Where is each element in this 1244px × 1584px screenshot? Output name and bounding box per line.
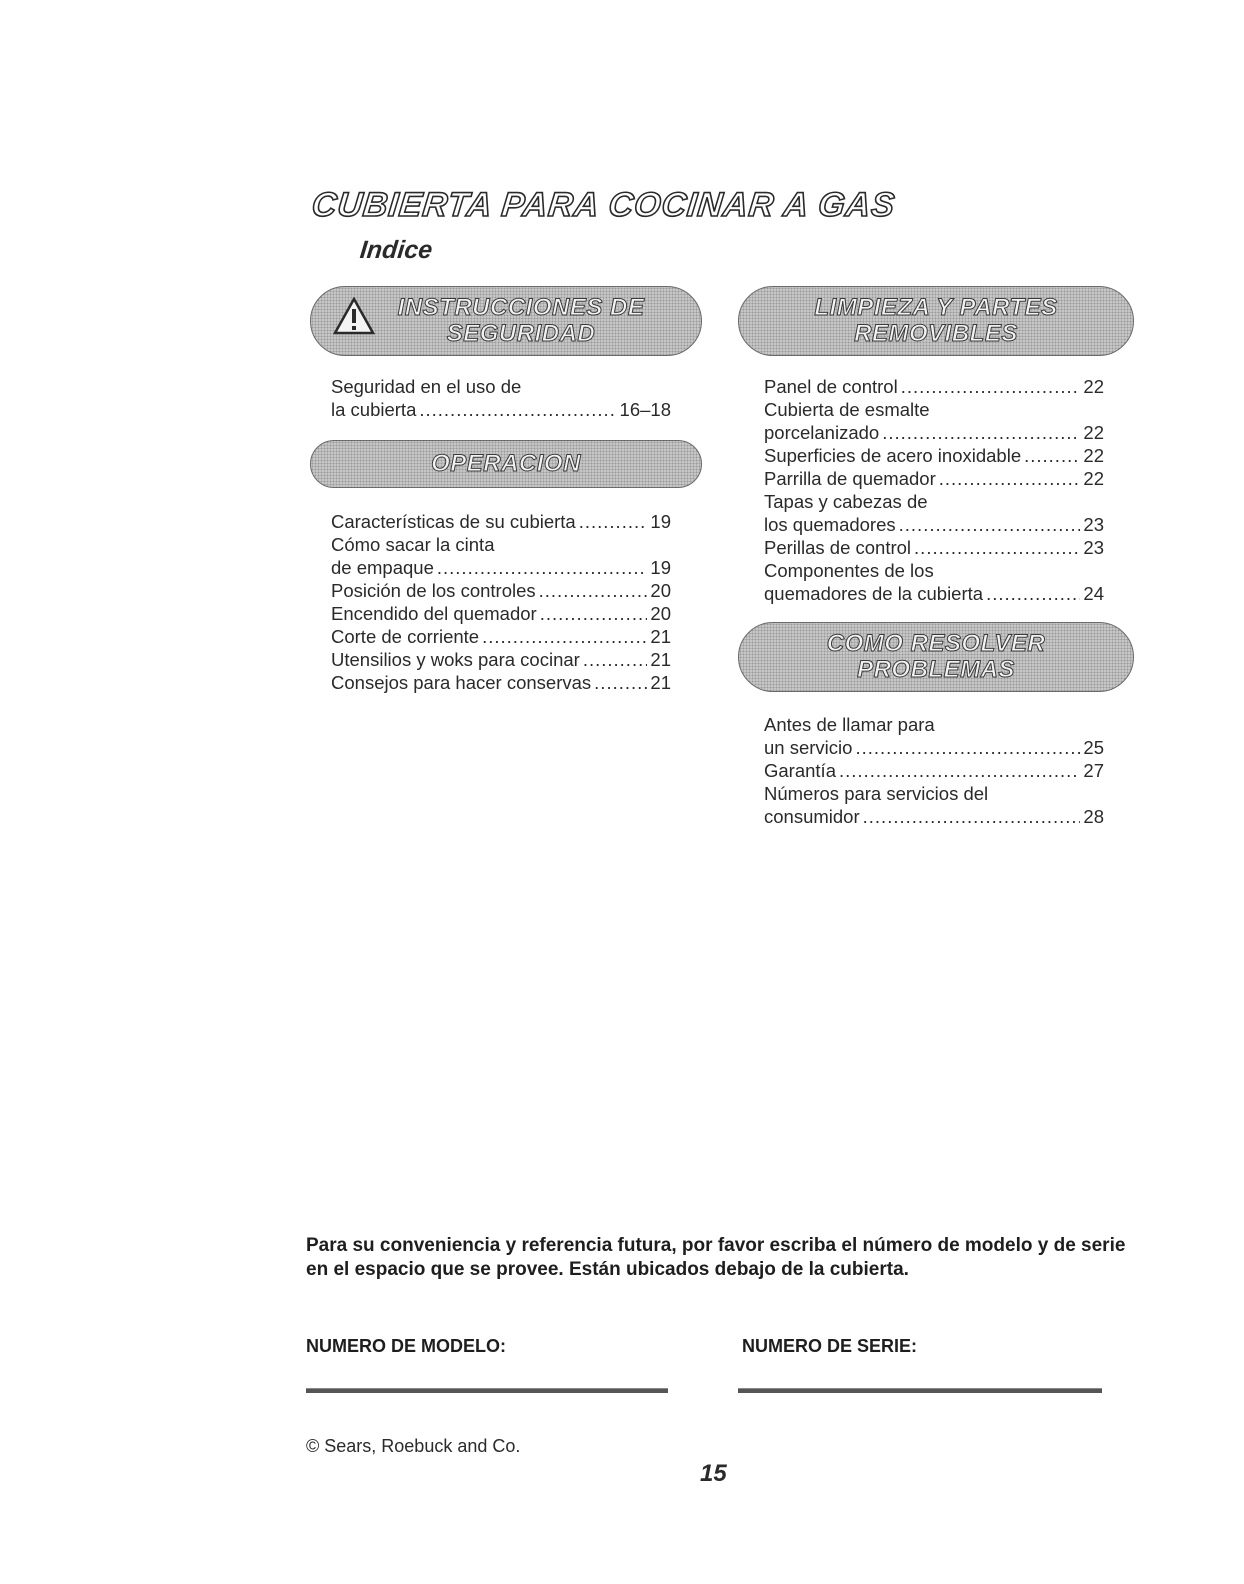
heading-line: OPERACION <box>431 450 581 477</box>
toc-entry: Antes de llamar para <box>764 714 935 735</box>
section-banner-cleaning <box>738 286 1134 356</box>
toc-entry: Utensilios y woks para cocinar ..... 21 <box>331 648 671 671</box>
toc-entry: Tapas y cabezas de <box>764 491 928 512</box>
heading-line: SEGURIDAD <box>446 320 596 347</box>
toc-entry: Parrilla de quemador ..... 22 <box>764 467 1104 490</box>
toc-entry: Consejos para hacer conservas ..... 21 <box>331 671 671 694</box>
serial-number-label: NUMERO DE SERIE: <box>742 1336 918 1356</box>
heading-line: INSTRUCCIONES DE <box>397 294 645 321</box>
section-heading-safety <box>368 295 645 347</box>
page-number: 15 <box>700 1460 727 1487</box>
toc-entry: Perillas de control ..... 23 <box>764 536 1104 559</box>
section-heading-operation <box>431 451 581 477</box>
toc-entry: Posición de los controles ..... 20 <box>331 579 671 602</box>
toc-entry: quemadores de la cubierta ..... 24 <box>764 582 1104 605</box>
heading-line: REMOVIBLES <box>854 320 1018 347</box>
toc-entry: Encendido del quemador ..... 20 <box>331 602 671 625</box>
toc-entry: consumidor ..... 28 <box>764 805 1104 828</box>
toc-entry: la cubierta ..... 16–18 <box>331 398 671 421</box>
model-number-label: NUMERO DE MODELO: <box>306 1336 506 1356</box>
heading-line: LIMPIEZA Y PARTES <box>814 294 1058 321</box>
toc-entry: Números para servicios del <box>764 783 989 804</box>
record-numbers-note: Para su conveniencia y referencia futura, por favor escriba el número de modelo y de serie en el espacio que se provee. Están ubicados debajo de la cubierta. <box>306 1235 1126 1280</box>
toc-entry: Panel de control ..... 22 <box>764 375 1104 398</box>
toc-list-cleaning <box>764 375 1104 605</box>
toc-entry: Características de su cubierta ..... 19 <box>331 510 671 533</box>
section-banner-troubleshooting <box>738 622 1134 692</box>
toc-entry: Cubierta de esmalte <box>764 399 930 420</box>
toc-entry: porcelanizado ..... 22 <box>764 421 1104 444</box>
model-number-field[interactable] <box>306 1388 668 1393</box>
toc-entry: Corte de corriente ..... 21 <box>331 625 671 648</box>
section-heading-cleaning <box>814 295 1057 347</box>
toc-list-troubleshooting <box>764 713 1104 828</box>
serial-number-field[interactable] <box>738 1388 1102 1393</box>
heading-line: PROBLEMAS <box>857 656 1015 683</box>
page-title: CUBIERTA PARA COCINAR A GAS <box>310 186 898 224</box>
toc-entry: Garantía ..... 27 <box>764 759 1104 782</box>
warning-triangle-icon <box>333 297 375 335</box>
toc-list-safety <box>331 375 671 421</box>
toc-entry: Seguridad en el uso de <box>331 376 522 397</box>
toc-entry: de empaque ..... 19 <box>331 556 671 579</box>
section-heading-troubleshooting <box>827 631 1046 683</box>
toc-entry: un servicio ..... 25 <box>764 736 1104 759</box>
toc-list-operation <box>331 510 671 694</box>
toc-entry: los quemadores ..... 23 <box>764 513 1104 536</box>
heading-line: COMO RESOLVER <box>826 630 1046 657</box>
section-banner-safety <box>310 286 702 356</box>
toc-entry: Superficies de acero inoxidable ..... 22 <box>764 444 1104 467</box>
copyright: © Sears, Roebuck and Co. <box>306 1436 521 1456</box>
section-banner-operation <box>310 440 702 488</box>
toc-entry: Cómo sacar la cinta <box>331 534 495 555</box>
toc-entry: Componentes de los <box>764 560 934 581</box>
index-subtitle: Indice <box>358 236 434 264</box>
